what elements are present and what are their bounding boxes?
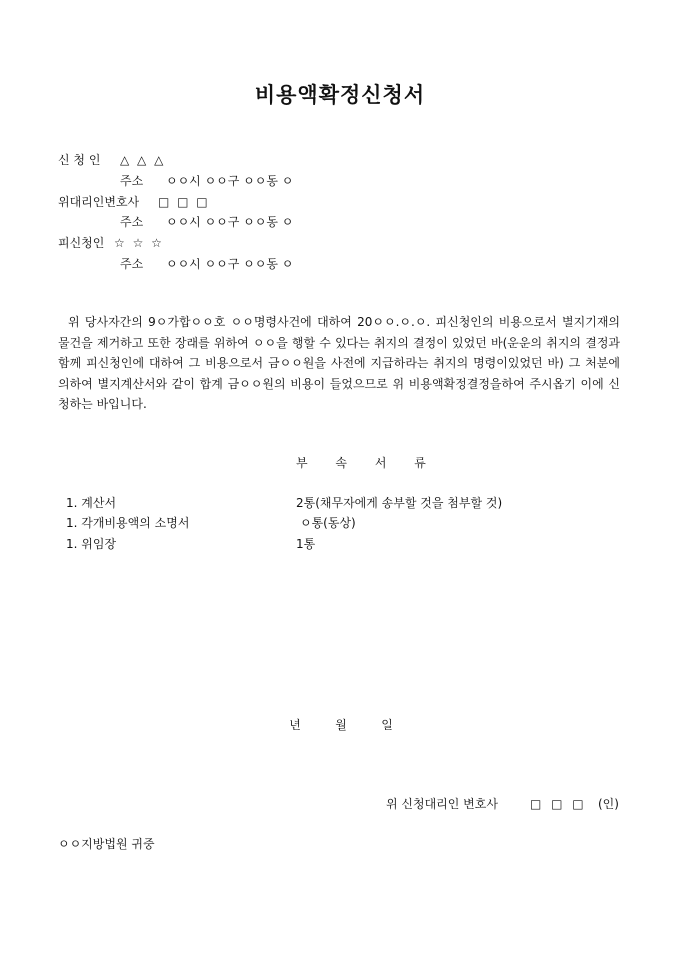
respondent-label: 피신청인 — [58, 236, 105, 250]
applicant-name: △ △ △ — [120, 153, 166, 167]
attachment-item-name: 1. 계산서 — [66, 496, 117, 510]
respondent-address: ㅇㅇ시 ㅇㅇ구 ㅇㅇ동 ㅇ — [166, 257, 294, 271]
attachment-item-detail: 1통 — [296, 537, 316, 551]
respondent-name: ☆ ☆ ☆ — [114, 236, 164, 250]
applicant-address-label: 주소 — [120, 174, 144, 188]
date-year: 년 — [289, 718, 301, 732]
attorney-address: ㅇㅇ시 ㅇㅇ구 ㅇㅇ동 ㅇ — [166, 215, 294, 229]
signature-label: 위 신청대리인 변호사 — [386, 797, 498, 811]
attachment-item-detail: ㅇ통(동상) — [300, 516, 356, 530]
attachment-item-name: 1. 위임장 — [66, 537, 117, 551]
date-day: 일 — [381, 718, 393, 732]
body-paragraph: 위 당사자간의 9ㅇ가합ㅇㅇ호 ㅇㅇ명령사건에 대하여 20ㅇㅇ.ㅇ.ㅇ. 피신청인의 비용으로서 별지기재의 물건을 제거하고 또한 장래를 위하여 ㅇㅇ을 행할 수 있다는 취지의 결정이 있었던 바(운운의 취지의 결정과 함께 피신청인에 대하여 그 비용으로서 금ㅇㅇ원을 사전에 지급하라는 취지의 명령이있었던 바) 그 처분에 의하여 별지계산서와 같이 합계 금ㅇㅇ원의 비용이 들었으므로 위 비용액확정결정을하여 주시옵기 이에 신청하는 바입니다. — [58, 315, 620, 411]
signature-seal: (인) — [598, 797, 619, 811]
attachments-heading: 부 속 서 류 — [296, 456, 438, 470]
applicant-address: ㅇㅇ시 ㅇㅇ구 ㅇㅇ동 ㅇ — [166, 174, 294, 188]
attorney-label: 위대리인변호사 — [58, 195, 140, 209]
attachment-item-detail: 2통(채무자에게 송부할 것을 첨부할 것) — [296, 496, 503, 510]
attorney-name: □ □ □ — [158, 195, 210, 209]
document-title: 비용액확정신청서 — [254, 82, 426, 107]
signature-name: □ □ □ — [530, 797, 587, 811]
attachment-item-name: 1. 각개비용액의 소명서 — [66, 516, 190, 530]
attorney-address-label: 주소 — [120, 215, 144, 229]
court-addressee: ㅇㅇ지방법원 귀중 — [58, 837, 155, 851]
respondent-address-label: 주소 — [120, 257, 144, 271]
date-month: 월 — [335, 718, 347, 732]
date-line — [272, 718, 410, 732]
applicant-label: 신 청 인 — [58, 153, 101, 167]
